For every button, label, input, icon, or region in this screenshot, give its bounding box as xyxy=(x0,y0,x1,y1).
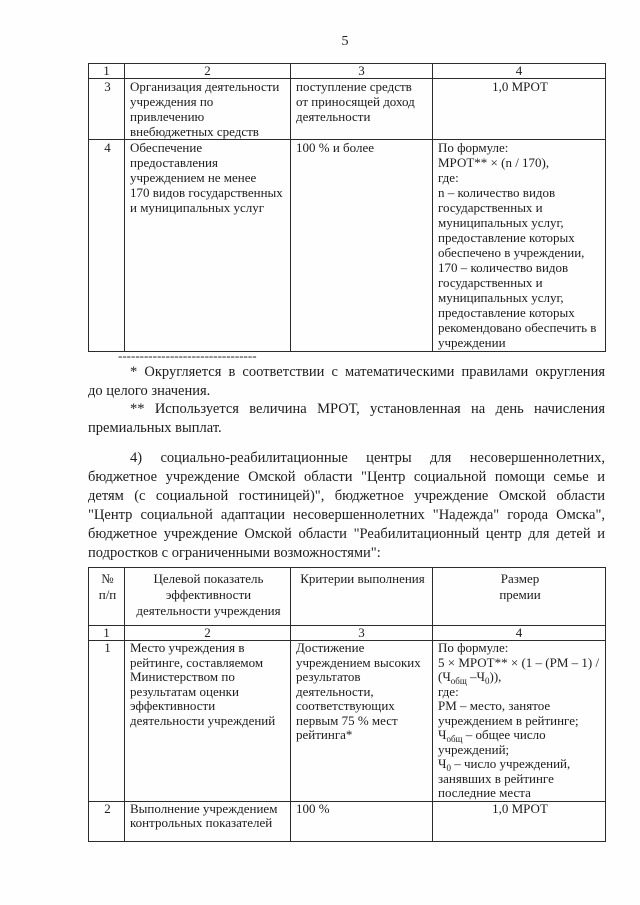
cell-text-line: 100 % xyxy=(296,800,330,816)
header-row xyxy=(89,568,606,626)
cell-text-line: 100 % и более xyxy=(296,140,375,155)
criteria-text xyxy=(296,802,429,817)
cell-text-line: от приносящей доход xyxy=(296,94,415,109)
paragraph-line: бюджетное учреждение Омской области "Центр социальной помощи семье и xyxy=(88,469,605,485)
cell-text-line: учреждений; xyxy=(438,741,510,757)
subscript-text: 0 xyxy=(446,763,451,773)
cell-text-line: деятельности, xyxy=(296,683,374,699)
premium-cell xyxy=(433,641,606,802)
premium-text xyxy=(438,79,602,94)
formula-text: Ч xyxy=(438,727,447,742)
subscript-text: 0 xyxy=(485,676,490,686)
column-number: 3 xyxy=(291,64,433,79)
cell-text-line: где: xyxy=(438,170,459,185)
row-number: 2 xyxy=(89,801,125,841)
cell-text-line: 5 × МРОТ** × (1 – (РМ – 1) / xyxy=(438,654,600,670)
column-number-row xyxy=(89,64,606,79)
cell-text-line xyxy=(438,757,602,772)
cell-text-line: п/п xyxy=(98,587,117,602)
cell-text-line: рейтинга* xyxy=(296,727,353,742)
formula-text: )), xyxy=(489,669,502,684)
cell-text-line: обеспечено в учреждении, xyxy=(438,245,585,260)
indicator-text xyxy=(130,641,287,728)
criteria-cell xyxy=(291,79,433,140)
row-number: 1 xyxy=(89,641,125,802)
row-number: 4 xyxy=(89,140,125,352)
cell-text-line: контрольных показателей xyxy=(130,815,273,830)
subscript-text: общ xyxy=(446,734,463,744)
cell-text-line: № xyxy=(101,571,114,586)
indicator-text xyxy=(130,140,287,215)
cell-text-line: Обеспечение xyxy=(130,140,203,155)
footnote-line: ** Используется величина МРОТ, установленная на день начисления xyxy=(130,401,605,418)
cell-text-line: последние места xyxy=(438,785,531,800)
cell-text-line: Целевой показатель xyxy=(153,571,264,586)
premium-text xyxy=(438,641,602,801)
paragraph-line: бюджетное учреждение Омской области "Реабилитационный центр для детей и xyxy=(88,526,605,542)
indicator-cell xyxy=(125,140,291,352)
cell-text-line: поступление средств xyxy=(296,79,412,94)
cell-text-line: эффективности xyxy=(130,698,216,713)
cell-text-line: муниципальных услуг, xyxy=(438,215,564,230)
cell-text-line: По формуле: xyxy=(438,640,509,655)
formula-text: –Ч xyxy=(466,669,485,684)
footnote-line: премиальных выплат. xyxy=(88,420,222,437)
cell-text-line: привлечению xyxy=(130,109,205,124)
subscript-text: общ xyxy=(450,676,467,686)
header-text xyxy=(438,571,602,603)
formula-text: (Ч xyxy=(438,669,451,684)
cell-text-line: учреждении xyxy=(438,335,506,350)
cell-text-line: учреждения по xyxy=(130,94,214,109)
cell-text-line: внебюджетных средств xyxy=(130,124,259,139)
criteria-text xyxy=(296,641,429,743)
cell-text-line: Место учреждения в xyxy=(130,640,245,655)
paragraph-line: 4) социально-реабилитационные центры для несовершеннолетних, xyxy=(130,450,605,466)
formula-text: – число учреждений, xyxy=(450,756,571,771)
cell-text-line: и муниципальных услуг xyxy=(130,200,265,215)
cell-text-line: предоставление которых xyxy=(438,305,575,320)
column-number: 1 xyxy=(89,626,125,641)
page-number: 5 xyxy=(341,34,349,49)
indicator-cell xyxy=(125,79,291,140)
table-row xyxy=(89,79,606,140)
premium-table-continued xyxy=(88,63,606,352)
indicator-text xyxy=(130,79,287,139)
criteria-cell xyxy=(291,801,433,841)
row-number: 3 xyxy=(89,79,125,140)
cell-text-line xyxy=(438,670,602,685)
cell-text-line: n – количество видов xyxy=(438,185,556,200)
cell-text-line: результатам оценки xyxy=(130,683,239,699)
column-number: 2 xyxy=(125,64,291,79)
premium-text xyxy=(438,802,602,817)
cell-text-line: деятельности учреждений xyxy=(130,712,276,728)
table-row xyxy=(89,140,606,352)
cell-text-line: государственных и xyxy=(438,275,543,290)
criteria-cell xyxy=(291,140,433,352)
header-text xyxy=(94,571,121,603)
table-row xyxy=(89,641,606,802)
cell-text-line: Достижение xyxy=(296,640,365,655)
cell-text-line: 1,0 МРОТ xyxy=(492,79,548,94)
criteria-text xyxy=(296,79,429,124)
cell-text-line: 1,0 МРОТ xyxy=(492,800,548,816)
column-number: 4 xyxy=(433,64,606,79)
cell-text-line: учреждением высоких xyxy=(296,654,421,670)
cell-text-line: предоставление которых xyxy=(438,230,575,245)
cell-text-line: 170 – количество видов xyxy=(438,260,569,275)
cell-text-line: Критерии выполнения xyxy=(300,571,425,586)
cell-text-line: муниципальных услуг, xyxy=(438,290,564,305)
cell-text-line: рейтинге, составляемом xyxy=(130,654,264,670)
cell-text-line: соответствующих xyxy=(296,698,395,713)
header-premium-cell xyxy=(433,568,606,626)
cell-text-line: результатов xyxy=(296,669,361,684)
cell-text-line: эффективности xyxy=(165,587,252,602)
column-number: 3 xyxy=(291,626,433,641)
section-paragraph xyxy=(88,449,605,563)
indicator-cell xyxy=(125,801,291,841)
premium-table xyxy=(88,567,606,842)
cell-text-line: рекомендовано обеспечить в xyxy=(438,320,597,335)
cell-text-line xyxy=(438,728,602,743)
premium-cell xyxy=(433,801,606,841)
header-text xyxy=(296,571,429,587)
paragraph-line: детям (с социальной гостиницей)", бюджетное учреждение Омской области xyxy=(88,488,605,504)
footnote-separator: -------------------------------- xyxy=(118,348,257,363)
indicator-text xyxy=(130,802,287,831)
header-num-cell xyxy=(89,568,125,626)
cell-text-line: Размер xyxy=(500,571,540,586)
cell-text-line: деятельности учреждения xyxy=(136,603,281,618)
formula-text: Ч xyxy=(438,756,447,771)
column-number: 2 xyxy=(125,626,291,641)
column-number-row xyxy=(89,626,606,641)
premium-cell xyxy=(433,140,606,352)
footnote-line: до целого значения. xyxy=(88,382,211,399)
criteria-cell xyxy=(291,641,433,802)
header-text xyxy=(130,571,287,619)
indicator-cell xyxy=(125,641,291,802)
column-number: 1 xyxy=(89,64,125,79)
formula-text: – общее число xyxy=(462,727,546,742)
cell-text-line: занявших в рейтинге xyxy=(438,770,554,786)
table-row xyxy=(89,801,606,841)
cell-text-line: первым 75 % мест xyxy=(296,712,398,728)
cell-text-line: МРОТ** × (n / 170), xyxy=(438,155,550,170)
header-criteria-cell xyxy=(291,568,433,626)
cell-text-line: учреждением не менее xyxy=(130,170,257,185)
footnotes xyxy=(88,363,605,438)
cell-text-line: деятельности xyxy=(296,109,371,124)
criteria-text xyxy=(296,140,429,155)
cell-text-line: Выполнение учреждением xyxy=(130,800,278,816)
cell-text-line: предоставления xyxy=(130,155,218,170)
cell-text-line: Организация деятельности xyxy=(130,79,280,94)
column-number: 4 xyxy=(433,626,606,641)
cell-text-line: премии xyxy=(499,587,541,602)
cell-text-line: Министерством по xyxy=(130,669,235,684)
paragraph-line: подростков с ограниченными возможностями": xyxy=(88,545,381,561)
cell-text-line: 170 видов государственных xyxy=(130,185,283,200)
cell-text-line: государственных и xyxy=(438,200,543,215)
cell-text-line: учреждением в рейтинге; xyxy=(438,712,579,728)
footnote-line: * Округляется в соответствии с математическими правилами округления xyxy=(130,364,605,380)
premium-text xyxy=(438,140,602,350)
cell-text-line: По формуле: xyxy=(438,140,509,155)
paragraph-line: "Центр социальной адаптации несовершеннолетних "Надежда" города Омска", xyxy=(88,507,605,523)
cell-text-line: РМ – место, занятое xyxy=(438,698,551,713)
cell-text-line: где: xyxy=(438,683,459,699)
premium-cell xyxy=(433,79,606,140)
header-indicator-cell xyxy=(125,568,291,626)
